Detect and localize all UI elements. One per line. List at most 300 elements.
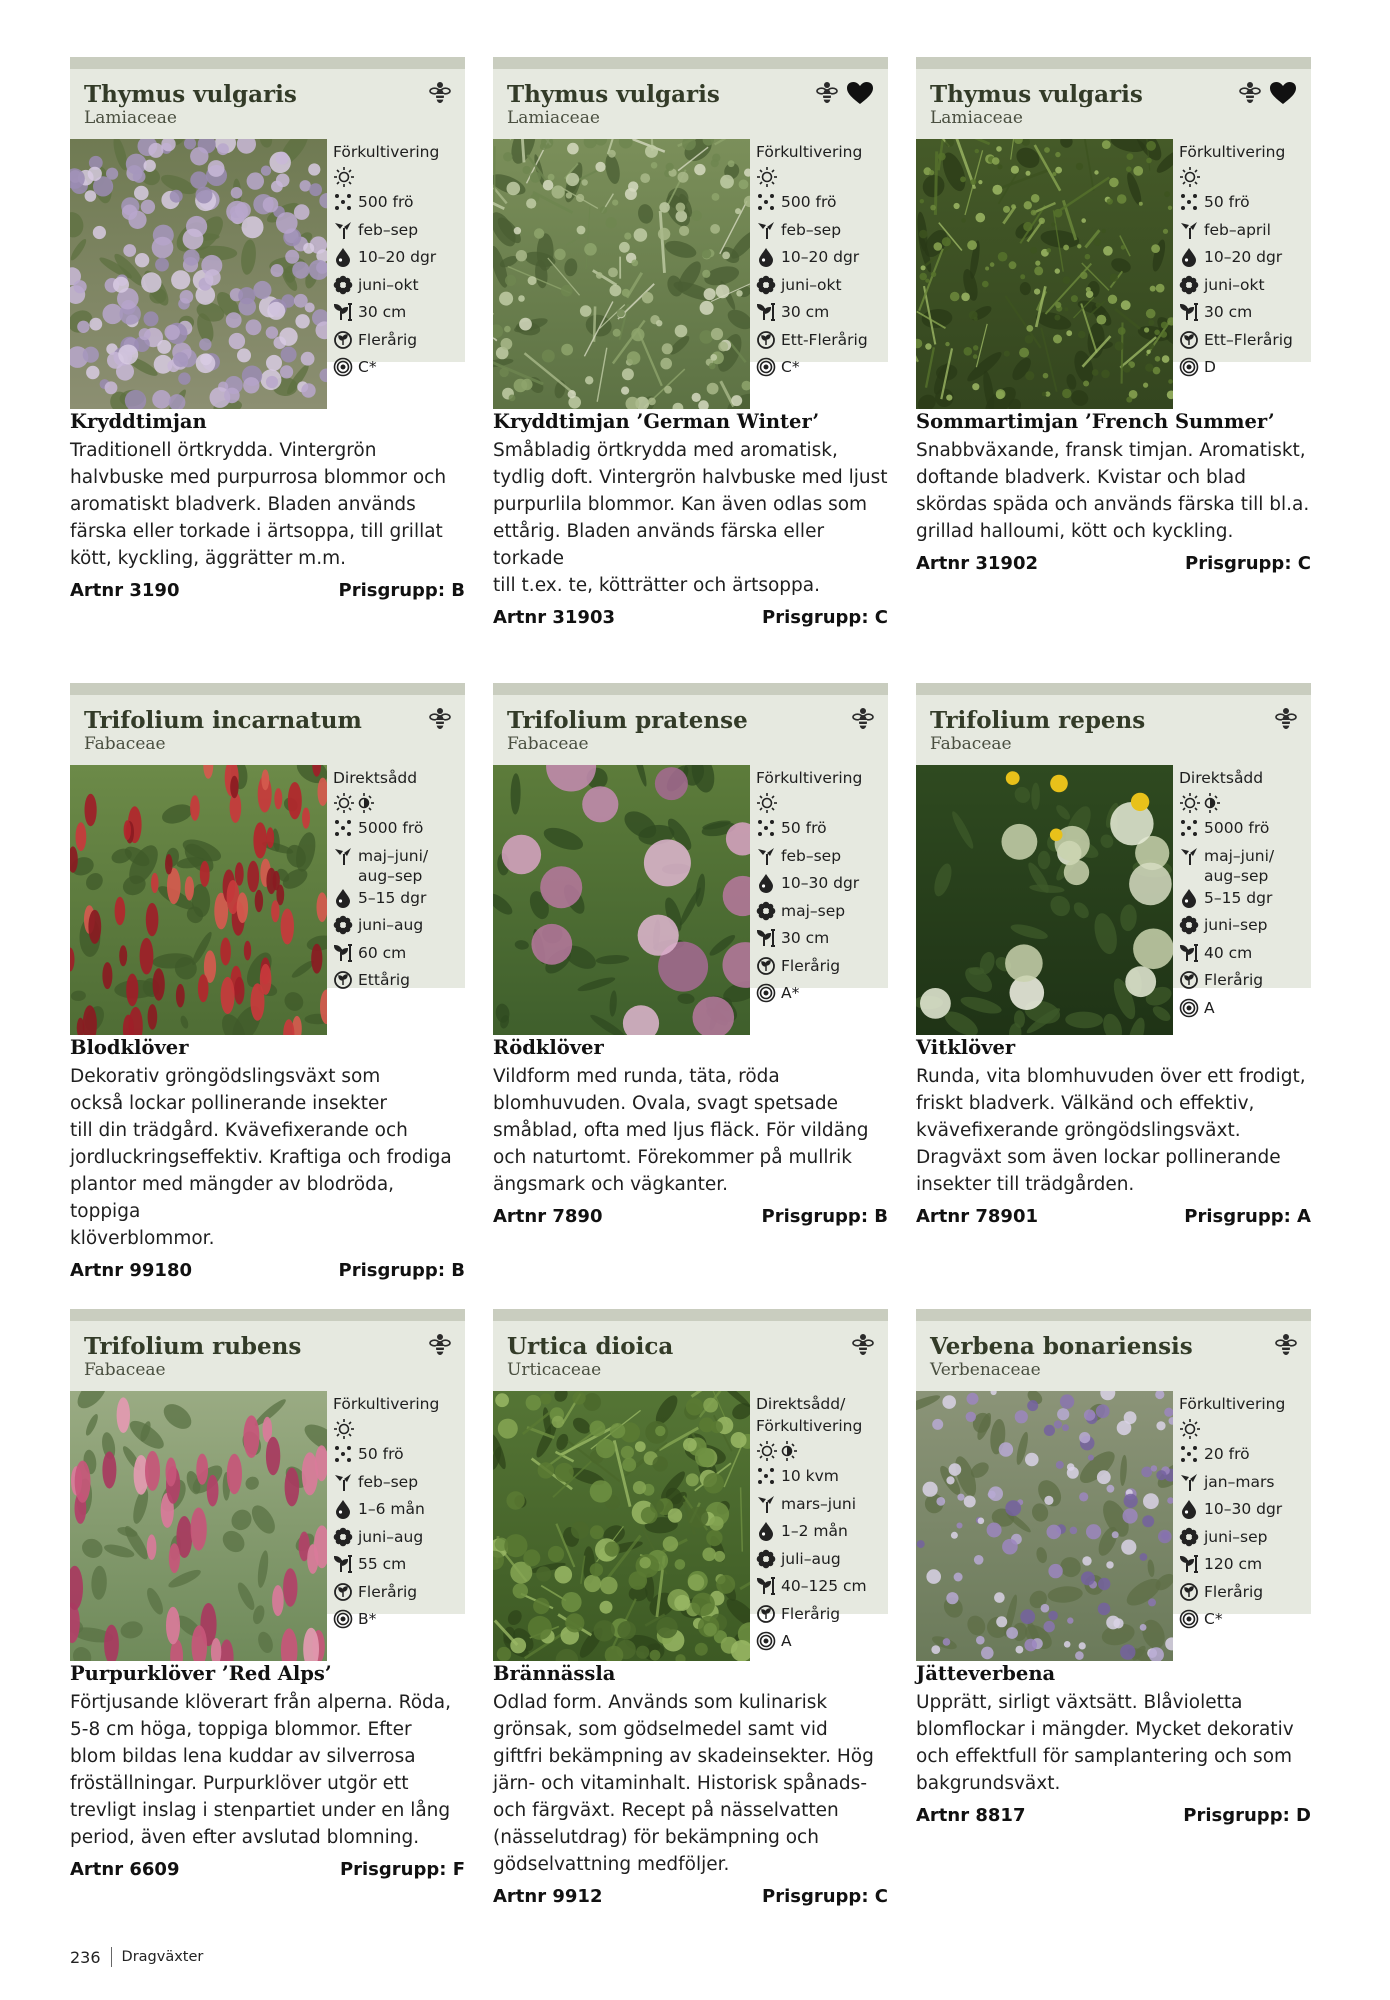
fact-value: C* [781, 358, 800, 376]
sowing-method: Förkultivering [1179, 143, 1286, 161]
description-line: ängsmark och vägkanter. [493, 1174, 728, 1195]
plant-family: Fabaceae [507, 734, 589, 754]
sowing-method: Förkultivering [756, 143, 863, 161]
swedish-name: Vitklöver [916, 1036, 1016, 1059]
bee-icon [1239, 81, 1261, 105]
card-body [493, 1035, 888, 1227]
fact-flower [333, 1525, 463, 1553]
article-number: Artnr 7890 [493, 1206, 603, 1227]
fact-germination [756, 245, 886, 273]
description-line: grillad halloumi, kött och kyckling. [916, 521, 1234, 542]
description [70, 437, 465, 572]
article-number: Artnr 6609 [70, 1859, 180, 1880]
sowing-icon [756, 1494, 776, 1514]
lifecycle-icon [333, 1582, 353, 1602]
bee-icon [1275, 707, 1297, 731]
fact-value: juni–okt [358, 275, 419, 294]
description-line: 5-8 cm höga, toppiga blommor. Efter [70, 1719, 412, 1740]
card-header [916, 683, 1311, 1017]
flower-icon [1179, 915, 1199, 935]
fact-list [756, 1393, 886, 1657]
section-name: Dragväxter [121, 1949, 204, 1965]
latin-name: Trifolium repens [930, 707, 1146, 734]
flower-icon [756, 901, 776, 921]
swedish-name: Brännässla [493, 1662, 616, 1685]
fact-lifecycle [756, 328, 886, 356]
fact-zone [1179, 355, 1309, 383]
sowing-icon [333, 846, 353, 866]
fact-flower [333, 273, 463, 301]
fact-list [333, 1393, 463, 1635]
height-icon [1179, 943, 1199, 963]
zone-icon [756, 1631, 776, 1651]
description-line: Upprätt, sirligt växtsätt. Blåvioletta [916, 1692, 1243, 1713]
sun-halfsun-icon [1179, 789, 1309, 816]
bee-icon [429, 1333, 451, 1357]
sowing-method: Förkultivering [1179, 1395, 1286, 1413]
description-line: färska eller torkade i ärtsoppa, till grillat [70, 521, 443, 542]
fact-lifecycle [333, 968, 463, 996]
fact-height [756, 1574, 886, 1602]
product-card [493, 1309, 888, 1907]
lifecycle-icon [1179, 1582, 1199, 1602]
flower-icon [756, 1549, 776, 1569]
description-line: giftfri bekämpning av skadeinsekter. Hög [493, 1746, 874, 1767]
fact-sowing [333, 1470, 463, 1498]
description-line: (nässelutdrag) för bekämpning och [493, 1827, 819, 1848]
description-line: Småbladig örtkrydda med aromatisk, [493, 440, 838, 461]
height-icon [1179, 1554, 1199, 1574]
card-header [70, 1309, 465, 1628]
plant-photo [916, 765, 1173, 1035]
fact-seed [1179, 190, 1309, 218]
fact-value: juni–sep [1204, 916, 1268, 934]
badge-group [1239, 81, 1297, 105]
fact-value: Flerårig [1204, 1582, 1264, 1601]
fact-germination [333, 245, 463, 273]
fact-germination [756, 1519, 886, 1547]
fact-seed [333, 816, 463, 844]
sowing-icon [1179, 220, 1199, 240]
description-line: plantor med mängder av blodröda, toppiga [70, 1174, 395, 1222]
fact-lifecycle [756, 954, 886, 982]
fact-list [756, 767, 886, 1009]
fact-value: 10–30 dgr [781, 874, 860, 892]
fact-zone [756, 1629, 886, 1657]
latin-name: Trifolium rubens [84, 1333, 302, 1360]
fact-germination [756, 871, 886, 899]
fact-lifecycle [1179, 1580, 1309, 1608]
fact-lifecycle [756, 1602, 886, 1630]
fact-value: 120 cm [1204, 1555, 1263, 1573]
fact-value: 40 cm [1204, 943, 1253, 962]
description [493, 437, 888, 599]
fact-value: 50 frö [781, 819, 827, 837]
latin-name: Urtica dioica [507, 1333, 674, 1360]
description-line: doftande bladverk. Kvistar och blad [916, 467, 1246, 488]
fact-zone [756, 981, 886, 1009]
fact-sowing [1179, 844, 1309, 886]
germination-icon [333, 888, 353, 908]
description-line: bakgrundsväxt. [916, 1773, 1061, 1794]
fact-value: 40–125 cm [781, 1577, 867, 1595]
lifecycle-icon [333, 330, 353, 350]
sowing-icon [1179, 846, 1199, 866]
price-group: Prisgrupp: C [762, 607, 888, 628]
description-line: tydlig doft. Vintergrön halvbuske med ljust [493, 467, 888, 488]
article-number: Artnr 31903 [493, 607, 615, 628]
fact-seed [1179, 1442, 1309, 1470]
card-body [70, 1035, 465, 1281]
description-line: klöverblommor. [70, 1228, 215, 1249]
fact-value: 10 kvm [781, 1467, 839, 1485]
description-line: också lockar pollinerande insekter [70, 1093, 388, 1114]
fact-value: Flerårig [1204, 971, 1264, 989]
fact-list [333, 141, 463, 383]
product-row [70, 683, 1311, 1281]
plant-family: Fabaceae [84, 734, 166, 754]
fact-flower [756, 273, 886, 301]
description-line: gödselvattning medföljer. [493, 1854, 730, 1875]
badge-group [1275, 707, 1297, 731]
fact-germination [333, 1497, 463, 1525]
product-card [70, 57, 465, 601]
sowing-method: Direktsådd [1179, 769, 1264, 787]
fact-zone [756, 355, 886, 383]
germination-icon [1179, 247, 1199, 267]
fact-sowing [333, 218, 463, 246]
sowing-icon [333, 220, 353, 240]
height-icon [333, 1554, 353, 1574]
fact-sowing [1179, 1470, 1309, 1498]
germination-icon [756, 873, 776, 893]
fact-height [333, 1552, 463, 1580]
fact-lifecycle [333, 328, 463, 356]
article-number: Artnr 8817 [916, 1805, 1026, 1826]
fact-value: 5–15 dgr [1204, 888, 1273, 907]
description [493, 1689, 888, 1878]
swedish-name: Jätteverbena [916, 1662, 1056, 1685]
article-number: Artnr 31902 [916, 553, 1038, 574]
fact-value: 10–20 dgr [1204, 248, 1283, 266]
plant-family: Lamiaceae [507, 108, 600, 128]
sun-icon [1179, 1415, 1309, 1442]
description-line: Odlad form. Används som kulinarisk [493, 1692, 828, 1713]
flower-icon [1179, 275, 1199, 295]
fact-value: B* [358, 1610, 377, 1628]
zone-icon [1179, 998, 1199, 1018]
fact-value: jan–mars [1204, 1472, 1275, 1491]
card-header [493, 57, 888, 376]
description [70, 1689, 465, 1851]
sun-icon [1179, 163, 1309, 190]
fact-value: 30 cm [781, 303, 830, 321]
fact-germination [1179, 245, 1309, 273]
plant-photo [493, 765, 750, 1035]
description [70, 1063, 465, 1252]
fact-value: A [781, 1632, 792, 1650]
fact-flower [756, 899, 886, 927]
fact-value: juni–okt [781, 275, 842, 294]
plant-family: Fabaceae [930, 734, 1012, 754]
seed-icon [1179, 818, 1199, 838]
fact-flower [1179, 1525, 1309, 1553]
sowing-method: Förkultivering [333, 1395, 440, 1413]
product-card [916, 683, 1311, 1227]
sowing-method: Direktsådd/ Förkultivering [756, 1395, 863, 1435]
sowing-icon [1179, 1472, 1199, 1492]
latin-name: Trifolium pratense [507, 707, 748, 734]
fact-seed [333, 190, 463, 218]
description [916, 1063, 1311, 1198]
product-card [70, 683, 465, 1281]
fact-value: 30 cm [1204, 303, 1253, 321]
fact-seed [333, 1442, 463, 1470]
fact-sowing [333, 844, 463, 886]
description-line: till t.ex. te, kötträtter och ärtsoppa. [493, 575, 821, 596]
plant-family: Fabaceae [84, 1360, 166, 1380]
description-line: friskt bladverk. Välkänd och effektiv, [916, 1093, 1255, 1114]
description-line: Dekorativ gröngödslingsväxt som [70, 1066, 381, 1087]
seed-icon [333, 1444, 353, 1464]
description-line: kvävefixerande gröngödslingsväxt. [916, 1120, 1241, 1141]
plant-photo [493, 1391, 750, 1661]
card-body [916, 1035, 1311, 1227]
fact-value: juni–okt [1204, 275, 1265, 294]
product-card [70, 1309, 465, 1880]
card-header [493, 683, 888, 1002]
fact-value: 500 frö [358, 193, 414, 211]
heart-icon [1269, 81, 1297, 105]
fact-height [1179, 941, 1309, 969]
fact-list [756, 141, 886, 383]
fact-value: 10–30 dgr [1204, 1500, 1283, 1518]
card-header [916, 57, 1311, 376]
fact-height [756, 300, 886, 328]
seed-icon [756, 1466, 776, 1486]
flower-icon [1179, 1527, 1199, 1547]
description-line: och effektfull för samplantering och som [916, 1746, 1293, 1767]
fact-value: A* [781, 984, 800, 1002]
fact-zone [1179, 1607, 1309, 1635]
lifecycle-icon [756, 956, 776, 976]
fact-lifecycle [1179, 328, 1309, 356]
description-line: till din trädgård. Kvävefixerande och [70, 1120, 408, 1141]
article-number: Artnr 78901 [916, 1206, 1038, 1227]
germination-icon [1179, 1499, 1199, 1519]
fact-value: 5000 frö [1204, 819, 1270, 837]
card-body [916, 409, 1311, 574]
fact-height [1179, 300, 1309, 328]
sun-halfsun-icon [756, 1437, 886, 1464]
description-line: Snabbväxande, fransk timjan. Aromatiskt, [916, 440, 1306, 461]
fact-lifecycle [1179, 968, 1309, 996]
lifecycle-icon [756, 330, 776, 350]
badge-group [429, 81, 451, 105]
heart-icon [846, 81, 874, 105]
fact-zone [333, 355, 463, 383]
fact-value: feb–sep [358, 1472, 419, 1491]
zone-icon [756, 983, 776, 1003]
description-line: Förtjusande klöverart från alperna. Röda, [70, 1692, 451, 1713]
price-group: Prisgrupp: B [761, 1206, 888, 1227]
footer-divider [111, 1947, 112, 1967]
description-line: blomflockar i mängder. Mycket dekorativ [916, 1719, 1294, 1740]
lifecycle-icon [333, 970, 353, 990]
product-row [70, 1309, 1311, 1907]
order-info [916, 553, 1311, 574]
product-card [916, 1309, 1311, 1826]
seed-icon [1179, 192, 1199, 212]
sun-icon [756, 163, 886, 190]
article-number: Artnr 3190 [70, 580, 180, 601]
description-line: skördas späda och används färska till bl.a. [916, 494, 1310, 515]
fact-value: C* [358, 358, 377, 376]
fact-germination [1179, 886, 1309, 914]
price-group: Prisgrupp: B [338, 580, 465, 601]
latin-name: Thymus vulgaris [930, 81, 1143, 108]
latin-name: Thymus vulgaris [84, 81, 297, 108]
seed-icon [1179, 1444, 1199, 1464]
fact-value: juni–aug [358, 916, 424, 934]
bee-icon [429, 81, 451, 105]
price-group: Prisgrupp: F [339, 1859, 465, 1880]
fact-value: Ett-Flerårig [781, 330, 868, 349]
fact-germination [1179, 1497, 1309, 1525]
product-card [493, 683, 888, 1227]
flower-icon [333, 915, 353, 935]
description-line: grönsak, som gödselmedel samt vid [493, 1719, 828, 1740]
product-row [70, 57, 1311, 628]
fact-value: Flerårig [358, 330, 418, 349]
germination-icon [333, 1499, 353, 1519]
height-icon [756, 928, 776, 948]
order-info [916, 1805, 1311, 1826]
germination-icon [756, 247, 776, 267]
order-info [493, 607, 888, 628]
page-footer [70, 1947, 203, 1967]
fact-value: Ett–Flerårig [1204, 330, 1293, 349]
plant-photo [916, 139, 1173, 409]
description-line: trevligt inslag i stenpartiet under en lång [70, 1800, 451, 1821]
description-line: kött, kyckling, äggrätter m.m. [70, 548, 346, 569]
description-line: Vildform med runda, täta, röda [493, 1066, 780, 1087]
fact-seed [756, 1464, 886, 1492]
card-body [916, 1661, 1311, 1826]
description-line: blom bildas lena kuddar av silverrosa [70, 1746, 416, 1767]
fact-value: Flerårig [358, 1582, 418, 1601]
price-group: Prisgrupp: C [1185, 553, 1311, 574]
fact-value: feb–sep [781, 846, 842, 865]
zone-icon [333, 357, 353, 377]
page-number: 236 [70, 1947, 101, 1967]
sun-icon [333, 163, 463, 190]
fact-value: 10–20 dgr [358, 248, 437, 266]
fact-sowing [1179, 218, 1309, 246]
swedish-name: Blodklöver [70, 1036, 189, 1059]
sun-icon [756, 789, 886, 816]
description-line: period, även efter avslutad blomning. [70, 1827, 420, 1848]
fact-lifecycle [333, 1580, 463, 1608]
description-line: aromatiskt bladverk. Bladen används [70, 494, 416, 515]
fact-value: 5000 frö [358, 819, 424, 837]
card-header [70, 683, 465, 988]
plant-family: Lamiaceae [84, 108, 177, 128]
fact-flower [756, 1547, 886, 1575]
card-body [70, 409, 465, 601]
badge-group [1275, 1333, 1297, 1357]
plant-photo [70, 1391, 327, 1661]
flower-icon [333, 275, 353, 295]
fact-height [756, 926, 886, 954]
price-group: Prisgrupp: C [762, 1886, 888, 1907]
badge-group [816, 81, 874, 105]
fact-value: 1–2 mån [781, 1522, 848, 1540]
sowing-icon [333, 1472, 353, 1492]
swedish-name: Rödklöver [493, 1036, 604, 1059]
bee-icon [1275, 1333, 1297, 1357]
card-header [916, 1309, 1311, 1628]
article-number: Artnr 99180 [70, 1260, 192, 1281]
fact-value: feb–april [1204, 220, 1271, 239]
fact-value: C* [1204, 1610, 1223, 1628]
fact-value: 5–15 dgr [358, 888, 427, 907]
height-icon [333, 943, 353, 963]
seed-icon [756, 818, 776, 838]
fact-germination [333, 886, 463, 914]
fact-value: 55 cm [358, 1555, 407, 1573]
order-info [493, 1206, 888, 1227]
latin-name: Verbena bonariensis [930, 1333, 1193, 1360]
fact-value: 10–20 dgr [781, 248, 860, 266]
fact-sowing [756, 218, 886, 246]
fact-value: Ettårig [358, 971, 410, 989]
description-line: purpurlila blommor. Kan även odlas som [493, 494, 868, 515]
swedish-name: Sommartimjan ’French Summer’ [916, 410, 1275, 433]
plant-family: Verbenaceae [930, 1360, 1041, 1380]
fact-value: 60 cm [358, 943, 407, 962]
fact-height [333, 300, 463, 328]
product-card [493, 57, 888, 628]
plant-photo [70, 139, 327, 409]
article-number: Artnr 9912 [493, 1886, 603, 1907]
fact-value: Flerårig [781, 1604, 841, 1623]
price-group: Prisgrupp: D [1183, 1805, 1311, 1826]
fact-value: 30 cm [781, 929, 830, 947]
fact-value: feb–sep [781, 220, 842, 239]
fact-list [1179, 767, 1309, 1023]
badge-group [429, 1333, 451, 1357]
sun-halfsun-icon [333, 789, 463, 816]
fact-value: 20 frö [1204, 1445, 1250, 1463]
fact-flower [1179, 273, 1309, 301]
description-line: fröställningar. Purpurklöver utgör ett [70, 1773, 409, 1794]
order-info [916, 1206, 1311, 1227]
fact-height [1179, 1552, 1309, 1580]
card-header [493, 1309, 888, 1650]
description-line: järn- och vitaminhalt. Historisk spånads- [493, 1773, 867, 1794]
plant-photo [493, 139, 750, 409]
lifecycle-icon [756, 1604, 776, 1624]
fact-list [1179, 141, 1309, 383]
fact-height [333, 941, 463, 969]
flower-icon [756, 275, 776, 295]
card-header [70, 57, 465, 376]
plant-family: Urticaceae [507, 1360, 602, 1380]
sowing-method: Förkultivering [333, 143, 440, 161]
zone-icon [1179, 357, 1199, 377]
germination-icon [1179, 888, 1199, 908]
